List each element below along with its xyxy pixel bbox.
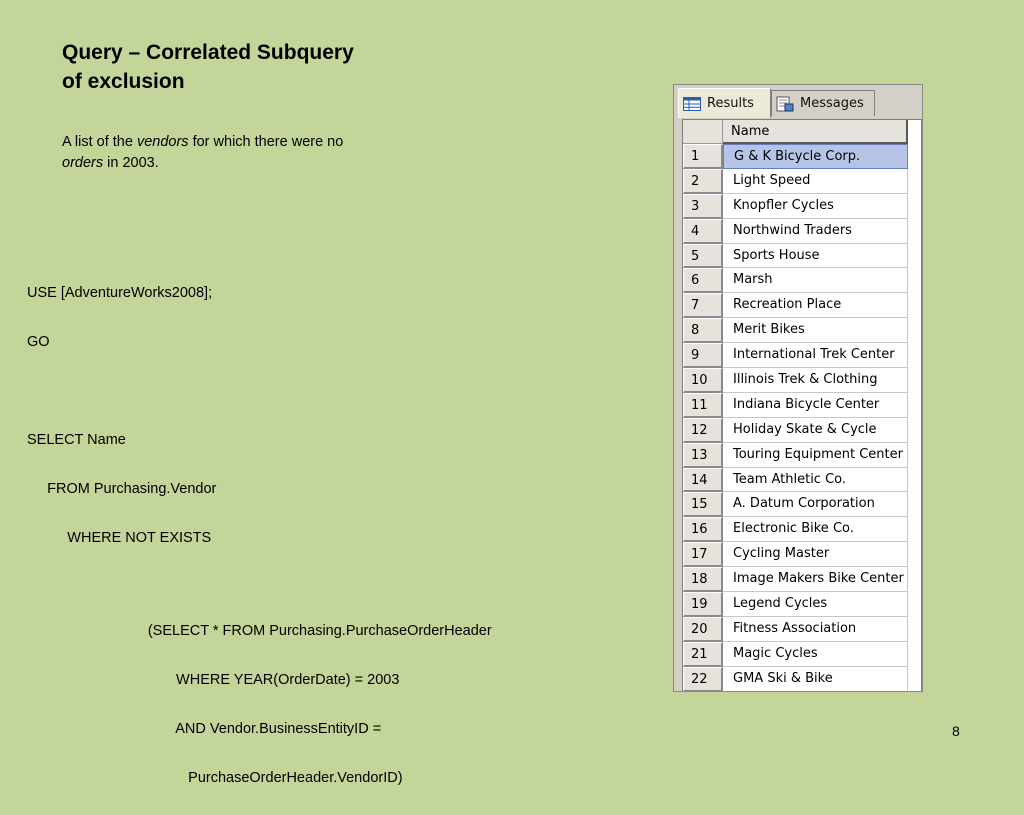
- desc-text-2: for which there were no: [188, 134, 344, 150]
- sql-line: WHERE NOT EXISTS: [27, 529, 212, 546]
- cell-name[interactable]: GMA Ski & Bike: [723, 667, 908, 692]
- sql-line: (SELECT * FROM Purchasing.PurchaseOrderHeader: [27, 623, 492, 639]
- table-row[interactable]: [683, 293, 908, 318]
- cell-name[interactable]: Cycling Master: [723, 542, 908, 567]
- cell-name[interactable]: Fitness Association: [723, 617, 908, 642]
- row-number[interactable]: 5: [683, 244, 723, 269]
- cell-name[interactable]: Merit Bikes: [723, 318, 908, 343]
- table-row[interactable]: [683, 468, 908, 493]
- row-number[interactable]: 19: [683, 592, 723, 617]
- row-number[interactable]: 14: [683, 468, 723, 493]
- tab-messages[interactable]: [771, 90, 875, 116]
- row-number[interactable]: 16: [683, 517, 723, 542]
- row-number[interactable]: 3: [683, 194, 723, 219]
- row-number[interactable]: 15: [683, 492, 723, 517]
- table-row[interactable]: [683, 144, 908, 169]
- sql-line: AND Vendor.BusinessEntityID =: [27, 721, 382, 737]
- cell-name[interactable]: Sports House: [723, 244, 908, 269]
- cell-name[interactable]: A. Datum Corporation: [723, 492, 908, 517]
- page-number: 8: [952, 723, 960, 739]
- row-number[interactable]: 10: [683, 368, 723, 393]
- table-row[interactable]: [683, 169, 908, 194]
- grid-header: [683, 120, 908, 144]
- cell-name[interactable]: Knopfler Cycles: [723, 194, 908, 219]
- slide-title: [62, 38, 402, 96]
- row-number[interactable]: 12: [683, 418, 723, 443]
- cell-name[interactable]: International Trek Center: [723, 343, 908, 368]
- slide-description: [62, 132, 402, 174]
- row-number[interactable]: 21: [683, 642, 723, 667]
- sql-line: FROM Purchasing.Vendor: [27, 480, 217, 497]
- table-row[interactable]: [683, 418, 908, 443]
- cell-name[interactable]: Northwind Traders: [723, 219, 908, 244]
- table-row[interactable]: [683, 492, 908, 517]
- cell-name[interactable]: Illinois Trek & Clothing: [723, 368, 908, 393]
- row-number[interactable]: 4: [683, 219, 723, 244]
- row-number[interactable]: 6: [683, 268, 723, 293]
- cell-name[interactable]: G & K Bicycle Corp.: [723, 144, 908, 169]
- sql-line: WHERE YEAR(OrderDate) = 2003: [27, 672, 400, 688]
- cell-name[interactable]: Magic Cycles: [723, 642, 908, 667]
- row-number[interactable]: 9: [683, 343, 723, 368]
- cell-name[interactable]: Holiday Skate & Cycle: [723, 418, 908, 443]
- cell-name[interactable]: Marsh: [723, 268, 908, 293]
- row-number[interactable]: 8: [683, 318, 723, 343]
- row-number[interactable]: 11: [683, 393, 723, 418]
- table-row[interactable]: [683, 667, 908, 692]
- row-number[interactable]: 18: [683, 567, 723, 592]
- cell-name[interactable]: Team Athletic Co.: [723, 468, 908, 493]
- table-row[interactable]: [683, 194, 908, 219]
- table-row[interactable]: [683, 268, 908, 293]
- sql-line: GO: [27, 333, 50, 350]
- tab-results-label: Results: [707, 96, 754, 111]
- row-number[interactable]: 17: [683, 542, 723, 567]
- row-number[interactable]: 22: [683, 667, 723, 692]
- sql-code-block: [27, 256, 492, 815]
- grid-icon: [683, 97, 701, 111]
- cell-name[interactable]: Recreation Place: [723, 293, 908, 318]
- table-row[interactable]: [683, 617, 908, 642]
- table-row[interactable]: [683, 219, 908, 244]
- desc-text-1: A list of the: [62, 134, 137, 150]
- table-row[interactable]: [683, 567, 908, 592]
- table-row[interactable]: [683, 542, 908, 567]
- cell-name[interactable]: Legend Cycles: [723, 592, 908, 617]
- cell-name[interactable]: Image Makers Bike Center: [723, 567, 908, 592]
- table-row[interactable]: [683, 517, 908, 542]
- table-row[interactable]: [683, 368, 908, 393]
- table-row[interactable]: [683, 642, 908, 667]
- cell-name[interactable]: Touring Equipment Center: [723, 443, 908, 468]
- cell-name[interactable]: Light Speed: [723, 169, 908, 194]
- desc-text-3: in 2003.: [103, 155, 159, 171]
- table-row[interactable]: [683, 343, 908, 368]
- table-row[interactable]: [683, 592, 908, 617]
- sql-line: USE [AdventureWorks2008];: [27, 284, 213, 301]
- results-panel: [673, 84, 923, 692]
- desc-emphasis-orders: orders: [62, 155, 104, 171]
- row-number-header[interactable]: [683, 120, 723, 144]
- table-row[interactable]: [683, 318, 908, 343]
- row-number[interactable]: 13: [683, 443, 723, 468]
- grid-rows: [683, 144, 908, 692]
- table-row[interactable]: [683, 244, 908, 269]
- row-number[interactable]: 20: [683, 617, 723, 642]
- slide-title-line1: Query – Correlated Subquery: [62, 41, 354, 64]
- column-header-name[interactable]: Name: [723, 120, 908, 144]
- table-row[interactable]: [683, 393, 908, 418]
- sql-line: SELECT Name: [27, 431, 126, 448]
- desc-emphasis-vendors: vendors: [136, 134, 189, 150]
- tab-messages-label: Messages: [800, 96, 864, 111]
- row-number[interactable]: 7: [683, 293, 723, 318]
- results-grid[interactable]: [682, 119, 922, 692]
- table-row[interactable]: [683, 443, 908, 468]
- row-number[interactable]: 1: [683, 144, 723, 169]
- cell-name[interactable]: Indiana Bicycle Center: [723, 393, 908, 418]
- messages-icon: [776, 96, 794, 112]
- row-number[interactable]: 2: [683, 169, 723, 194]
- cell-name[interactable]: Electronic Bike Co.: [723, 517, 908, 542]
- sql-line: PurchaseOrderHeader.VendorID): [27, 770, 403, 786]
- tab-results[interactable]: [678, 88, 771, 118]
- slide-title-line2: of exclusion: [62, 70, 185, 93]
